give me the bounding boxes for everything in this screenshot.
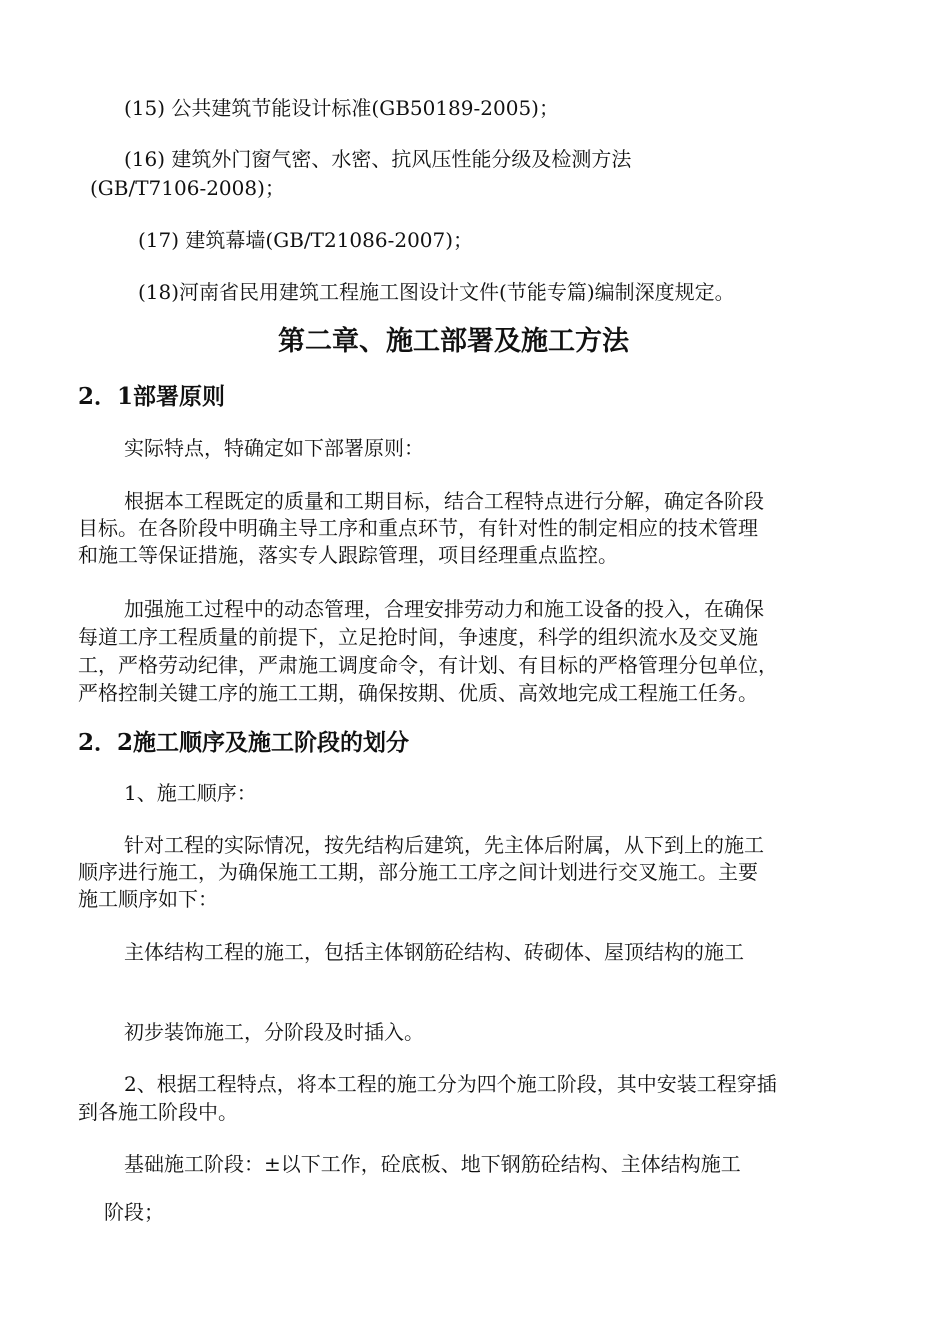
item-1-construction-sequence: 1、施工顺序： (124, 781, 257, 805)
main-structure-line: 主体结构工程的施工，包括主体钢筋砼结构、砖砌体、屋顶结构的施工 (124, 940, 744, 964)
paragraph-1-line: 目标。在各阶段中明确主导工序和重点环节，有针对性的制定相应的技术管理 (78, 516, 758, 540)
foundation-stage-line2: 阶段； (104, 1200, 164, 1224)
section-2-1-heading: 2．1部署原则 (78, 383, 226, 410)
paragraph-3-line: 顺序进行施工，为确保施工工期，部分施工工序之间计划进行交叉施工。主要 (78, 860, 758, 884)
section-2-2-heading: 2．2施工顺序及施工阶段的划分 (78, 729, 410, 756)
reference-17: (17) 建筑幕墙(GB/T21086-2007)； (138, 228, 474, 252)
paragraph-2-line: 工，严格劳动纪律，严肃施工调度命令，有计划、有目标的严格管理分包单位， (78, 653, 778, 677)
item-2-line: 2、根据工程特点，将本工程的施工分为四个施工阶段，其中安装工程穿插 (124, 1072, 777, 1096)
paragraph-3-line: 针对工程的实际情况，按先结构后建筑，先主体后附属，从下到上的施工 (124, 833, 764, 857)
chapter-title: 第二章、施工部署及施工方法 (278, 326, 629, 357)
reference-18: (18)河南省民用建筑工程施工图设计文件(节能专篇)编制深度规定。 (138, 280, 735, 304)
reference-16-line1: (16) 建筑外门窗气密、水密、抗风压性能分级及检测方法 (124, 147, 632, 171)
paragraph-2-line: 严格控制关键工序的施工工期，确保按期、优质、高效地完成工程施工任务。 (78, 681, 758, 705)
section-2-1-intro: 实际特点，特确定如下部署原则： (124, 436, 424, 460)
paragraph-1-line: 根据本工程既定的质量和工期目标，结合工程特点进行分解，确定各阶段 (124, 489, 764, 513)
foundation-stage-line1: 基础施工阶段：±以下工作，砼底板、地下钢筋砼结构、主体结构施工 (124, 1152, 741, 1176)
reference-16-line2: (GB/T7106-2008)； (90, 176, 285, 200)
decoration-line: 初步装饰施工，分阶段及时插入。 (124, 1020, 424, 1044)
paragraph-2-line: 每道工序工程质量的前提下，立足抢时间，争速度，科学的组织流水及交叉施 (78, 625, 758, 649)
item-2-line: 到各施工阶段中。 (78, 1100, 238, 1124)
paragraph-2-line: 加强施工过程中的动态管理，合理安排劳动力和施工设备的投入，在确保 (124, 597, 764, 621)
reference-15: (15) 公共建筑节能设计标准(GB50189-2005)； (124, 96, 559, 120)
paragraph-1-line: 和施工等保证措施，落实专人跟踪管理，项目经理重点监控。 (78, 543, 618, 567)
paragraph-3-line: 施工顺序如下： (78, 887, 218, 911)
